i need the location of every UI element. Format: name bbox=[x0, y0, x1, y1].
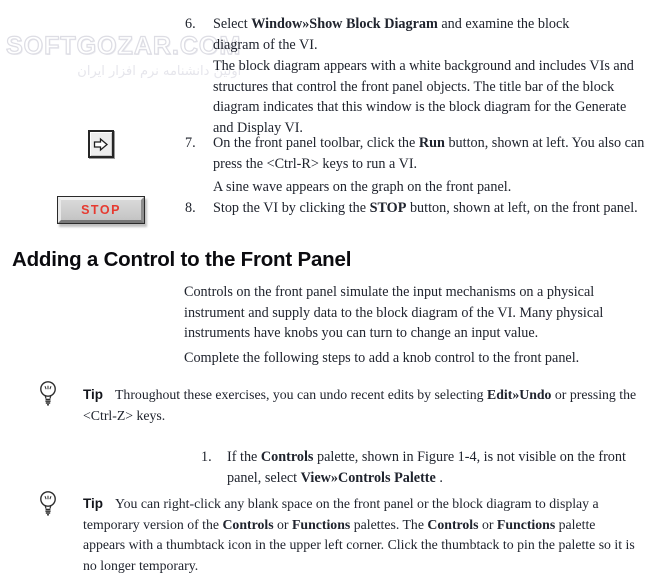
run-arrow-icon bbox=[93, 137, 109, 152]
lightbulb-icon bbox=[37, 490, 59, 518]
stop-button-label: STOP bbox=[81, 203, 121, 217]
stop-button-bevel bbox=[58, 197, 144, 223]
tip-2-text: Tip You can right-click any blank space on the front panel or the block diagram to display a temporary version of the Controls or Functions palettes. The Controls or Functions palette appears with a thumbtack icon in the upper left corner. Click the thumbtack to pin the palette so it is no longer temporary. bbox=[83, 496, 635, 573]
watermark-title: SOFTGOZAR.COM bbox=[6, 32, 242, 60]
section-heading: Adding a Control to the Front Panel bbox=[12, 248, 352, 271]
step-1-number: 1. bbox=[201, 449, 212, 465]
paragraph-complete-steps: Complete the following steps to add a knob control to the front panel. bbox=[184, 350, 580, 366]
tip-2-icon-wrap bbox=[37, 490, 59, 523]
step-6-number: 6. bbox=[185, 16, 196, 32]
step-7-number: 7. bbox=[185, 135, 196, 151]
tip-1-text: Tip Throughout these exercises, you can undo recent edits by selecting Edit»Undo or pressing the <Ctrl-Z> keys. bbox=[83, 387, 637, 423]
lightbulb-icon bbox=[37, 380, 59, 408]
watermark bbox=[6, 32, 241, 79]
step-8-number: 8. bbox=[185, 200, 196, 216]
step-1-text: If the Controls palette, shown in Figure 1-4, is not visible on the front panel, select View»Controls Palette . bbox=[227, 449, 626, 486]
paragraph-controls-intro: Controls on the front panel simulate the input mechanisms on a physical instrument and supply data to the block diagram of the VI. Many physical instruments have knobs you can turn to change an input value. bbox=[184, 284, 604, 341]
tip-1-icon-wrap bbox=[37, 380, 59, 413]
step-7-text: On the front panel toolbar, click the Run button, shown at left. You also can press the <Ctrl-R> keys to run a VI. bbox=[213, 135, 645, 172]
paragraph-block-diagram: The block diagram appears with a white background and includes VIs and structures that control the front panel objects. The title bar of the block diagram indicates that this window is the block diagram for the Generate and Display VI. bbox=[213, 58, 634, 136]
paragraph-sine-wave: A sine wave appears on the graph on the front panel. bbox=[213, 179, 512, 195]
run-button-image bbox=[88, 130, 114, 158]
step-8-text: Stop the VI by clicking the STOP button, shown at left, on the front panel. bbox=[213, 200, 638, 216]
stop-button-image bbox=[57, 196, 145, 224]
step-6-text: Select Window»Show Block Diagram and examine the block diagram of the VI. bbox=[213, 16, 570, 53]
watermark-subtitle: اولین دانشنامه نرم افزار ایران bbox=[77, 64, 242, 79]
